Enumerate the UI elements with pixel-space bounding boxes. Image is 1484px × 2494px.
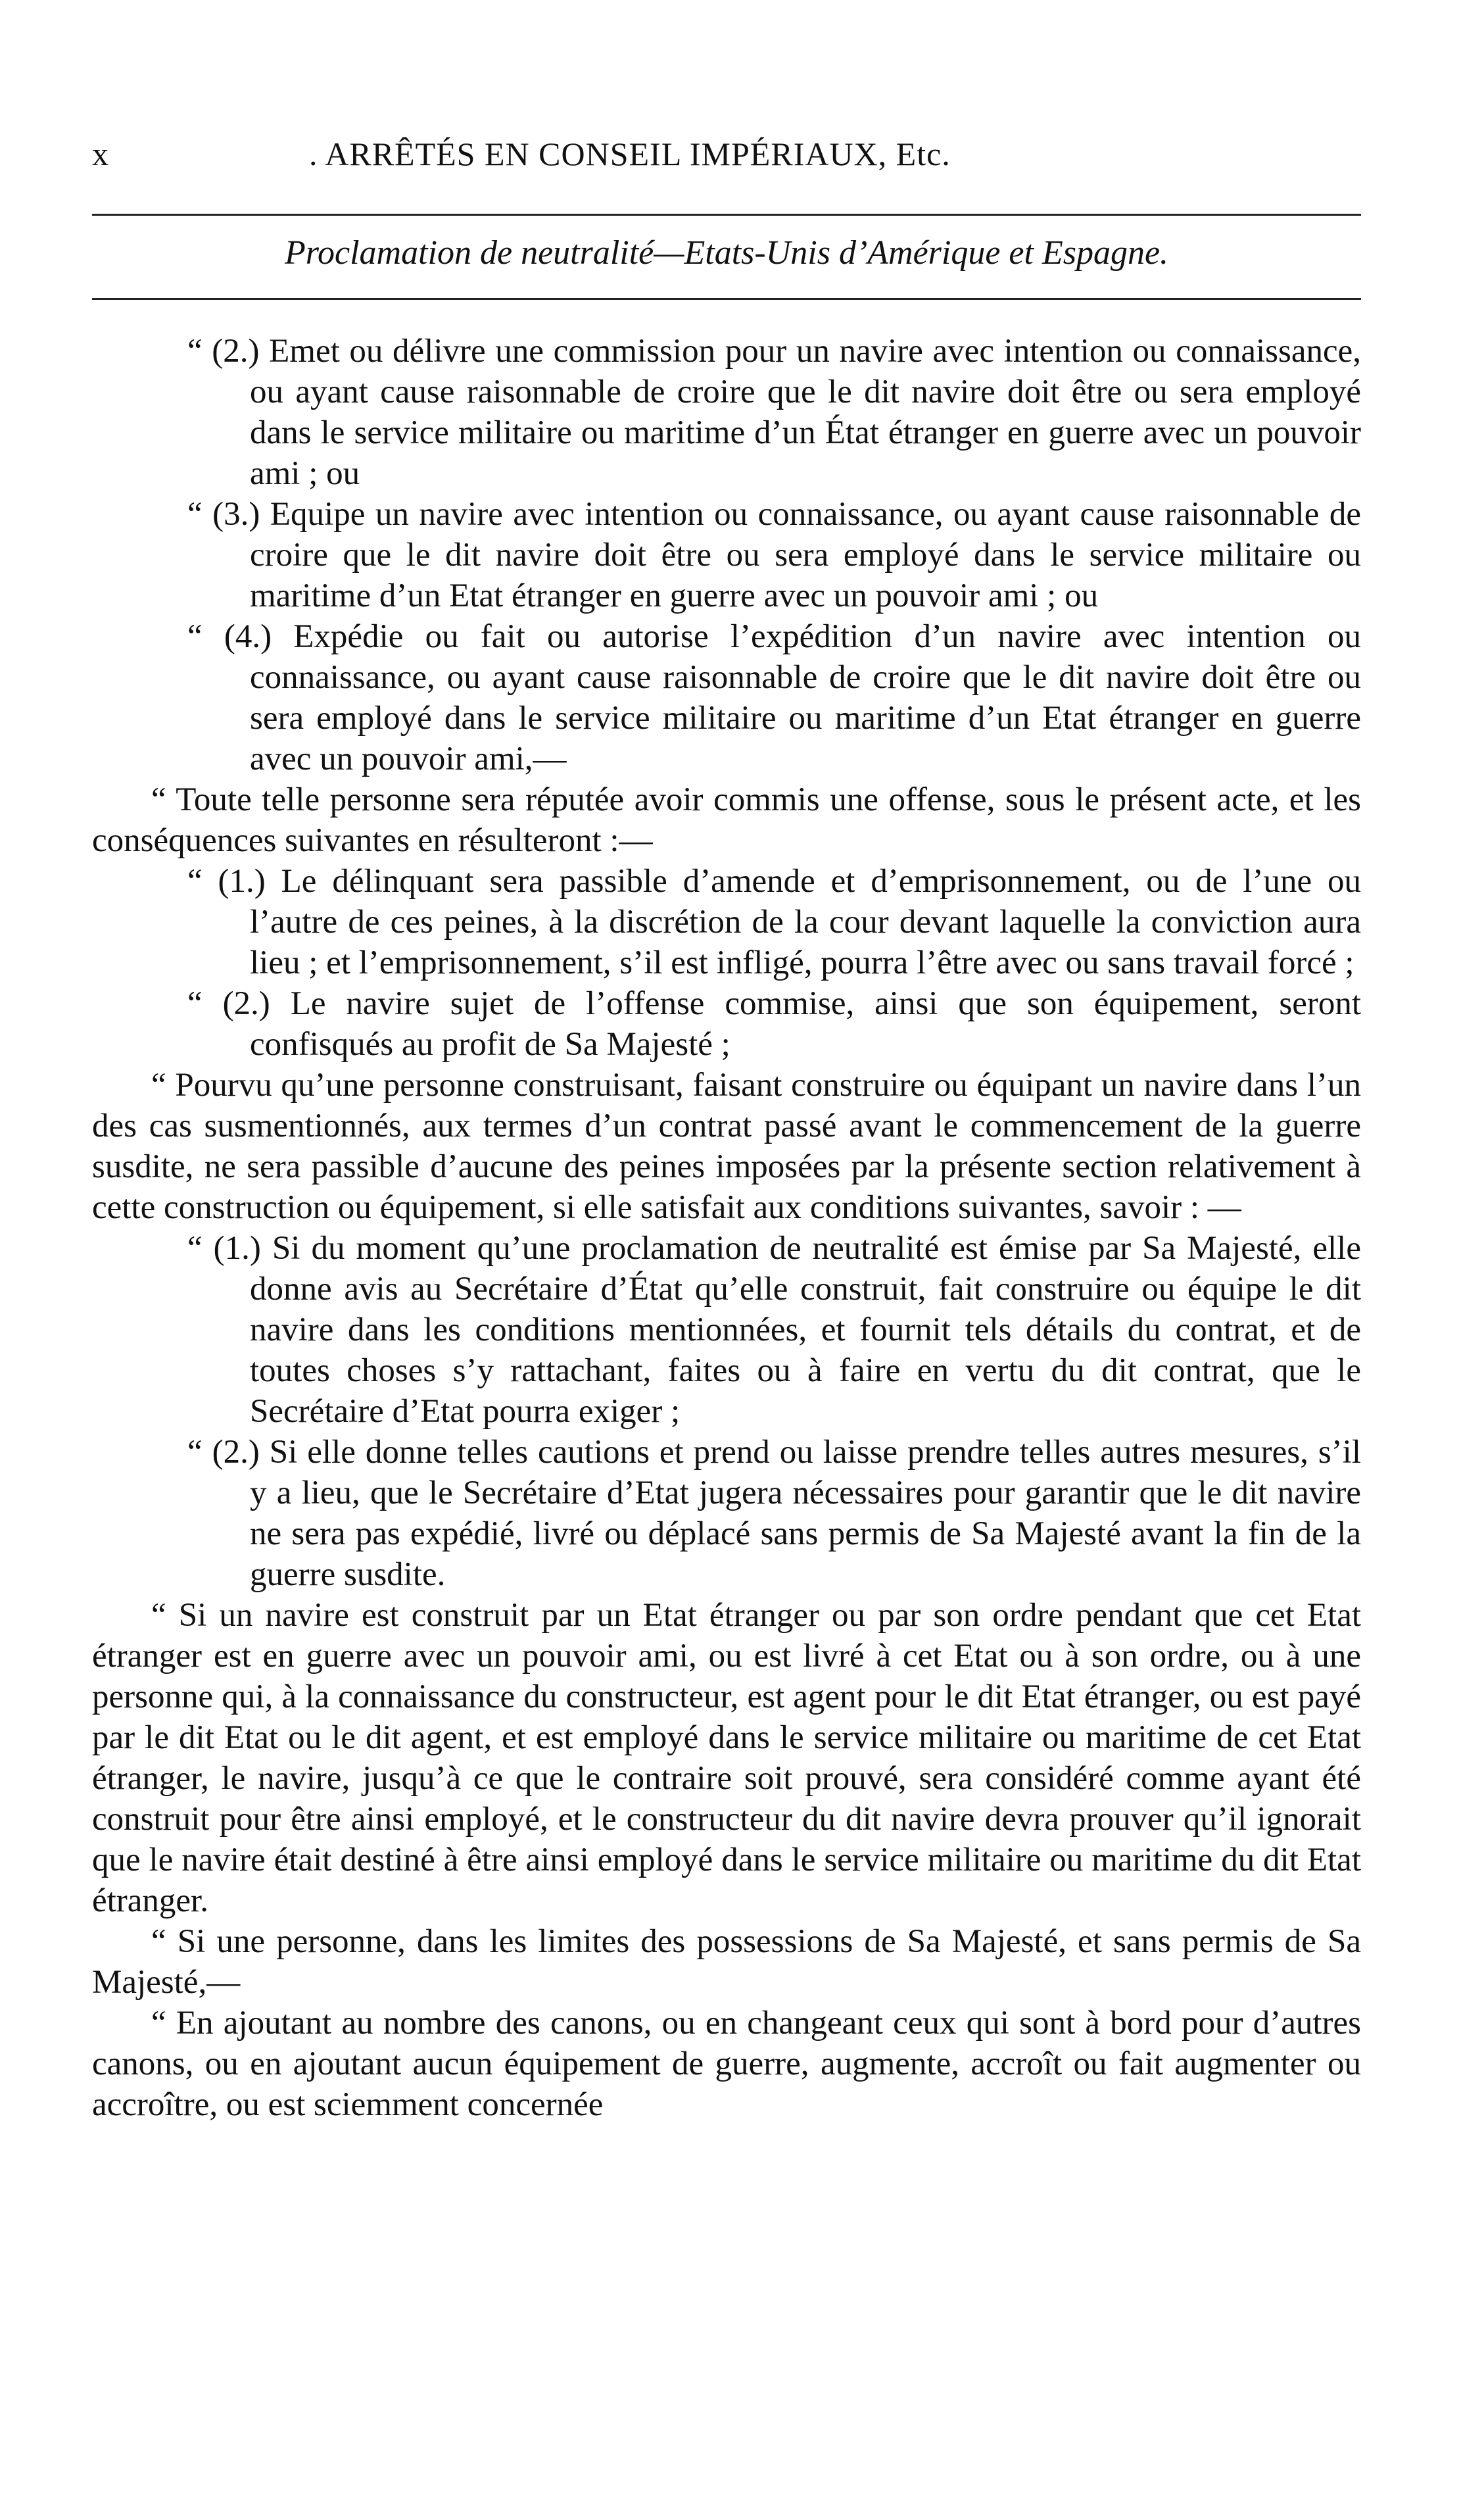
top-rule xyxy=(92,214,1361,216)
numbered-clause: “ (2.) Si elle donne telles cautions et prend ou laisse prendre telles autres mesures, s’il y a lieu, que le Secrétaire d’Etat jugera nécessaires pour garantir que le dit navire ne sera pas expédié, livré ou déplacé sans permis de Sa Majesté avant la fin de la guerre susdite. xyxy=(187,1434,1361,1593)
bottom-rule xyxy=(92,298,1361,300)
section-subtitle: Proclamation de neutralité—Etats-Unis d’Amérique et Espagne. xyxy=(284,234,1169,272)
numbered-clause: “ (1.) Si du moment qu’une proclamation de neutralité est émise par Sa Majesté, elle donne avis au Secrétaire d’État qu’elle construit, fait construire ou équipe le dit navire dans les conditions mentionnées, et fournit tels détails du contrat, et de toutes choses s’y rattachant, faites ou à faire en vertu du dit contrat, que le Secrétaire d’Etat pourra exiger ; xyxy=(187,1230,1361,1430)
numbered-clause: “ (2.) Le navire sujet de l’offense commise, ainsi que son équipement, seront confisqués au profit de Sa Majesté ; xyxy=(187,985,1361,1063)
paragraph: “ Toute telle personne sera réputée avoir commis une offense, sous le présent acte, et les conséquences suivantes en résulteront :— xyxy=(92,781,1361,859)
page-number: x xyxy=(92,135,109,172)
numbered-clause: “ (4.) Expédie ou fait ou autorise l’expédition d’un navire avec intention ou connaissance, ou ayant cause raisonnable de croire que le dit navire doit être ou sera employé dans le service militaire ou maritime d’un Etat étranger en guerre avec un pouvoir ami,— xyxy=(187,618,1361,777)
numbered-clause: “ (1.) Le délinquant sera passible d’amende et d’emprisonnement, ou de l’une ou l’autre de ces peines, à la discrétion de la cour devant laquelle la conviction aura lieu ; et l’emprisonnement, s’il est infligé, pourra l’être avec ou sans travail forcé ; xyxy=(187,863,1361,981)
paragraph: “ Si une personne, dans les limites des possessions de Sa Majesté, et sans permis de Sa Majesté,— xyxy=(92,1923,1361,2001)
paragraph: “ En ajoutant au nombre des canons, ou en changeant ceux qui sont à bord pour d’autres canons, ou en ajoutant aucun équipement de guerre, augmente, accroît ou fait augmenter ou accroître, ou est sciemment concernée xyxy=(92,2005,1361,2123)
running-title: . ARRÊTÉS EN CONSEIL IMPÉRIAUX, Etc. xyxy=(309,135,951,172)
body-text xyxy=(92,331,1361,2125)
paragraph: “ Si un navire est construit par un Etat étranger ou par son ordre pendant que cet Etat étranger est en guerre avec un pouvoir ami, ou est livré à cet Etat ou à son ordre, ou à une personne qui, à la connaissance du constructeur, est agent pour le dit Etat étranger, ou est payé par le dit Etat ou le dit agent, et est employé dans le service militaire ou maritime de cet Etat étranger, le navire, jusqu’à ce que le contraire soit prouvé, sera considéré comme ayant été construit pour être ainsi employé, et le constructeur du dit navire devra prouver qu’il ignorait que le navire était destiné à être ainsi employé dans le service militaire ou maritime du dit Etat étranger. xyxy=(92,1597,1361,1919)
numbered-clause: “ (3.) Equipe un navire avec intention ou connaissance, ou ayant cause raisonnable de croire que le dit navire doit être ou sera employé dans le service militaire ou maritime d’un Etat étranger en guerre avec un pouvoir ami ; ou xyxy=(187,496,1361,614)
page-header xyxy=(92,135,1361,187)
paragraph: “ Pourvu qu’une personne construisant, faisant construire ou équipant un navire dans l’un des cas susmentionnés, aux termes d’un contrat passé avant le commencement de la guerre susdite, ne sera passible d’aucune des peines imposées par la présente section relativement à cette construction ou équipement, si elle satisfait aux conditions suivantes, savoir : — xyxy=(92,1067,1361,1226)
numbered-clause: “ (2.) Emet ou délivre une commission pour un navire avec intention ou connaissance, ou ayant cause raisonnable de croire que le dit navire doit être ou sera employé dans le service militaire ou maritime d’un État étranger en guerre avec un pouvoir ami ; ou xyxy=(187,333,1361,492)
